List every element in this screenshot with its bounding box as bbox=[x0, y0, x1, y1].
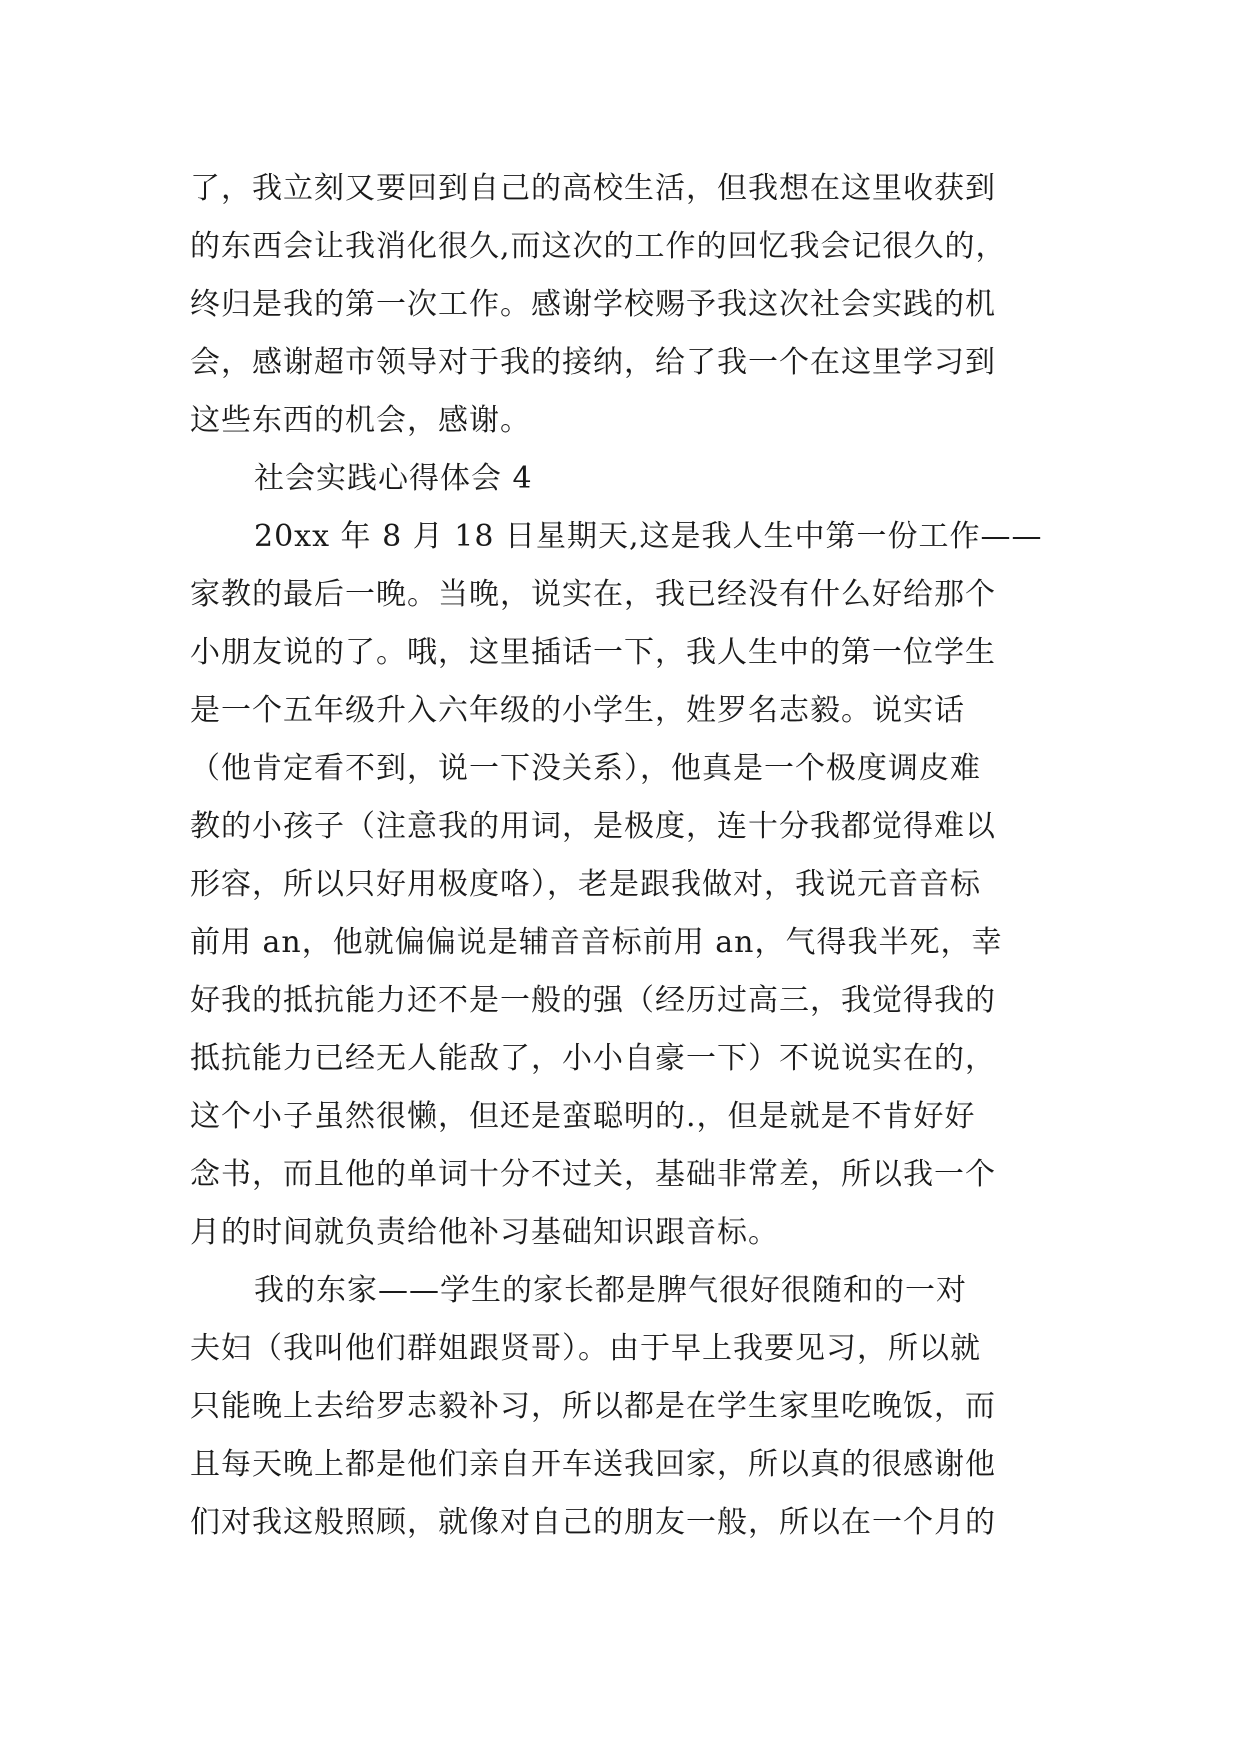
text-line: 这些东西的机会，感谢。 bbox=[190, 403, 531, 438]
text-line: 小朋友说的了。哦，这里插话一下，我人生中的第一位学生 bbox=[190, 635, 996, 670]
text-line: 夫妇（我叫他们群姐跟贤哥）。由于早上我要见习，所以就 bbox=[190, 1331, 981, 1366]
text-line: 是一个五年级升入六年级的小学生，姓罗名志毅。说实话 bbox=[190, 693, 965, 728]
text-line: 这个小子虽然很懒，但还是蛮聪明的.，但是就是不肯好好 bbox=[190, 1099, 976, 1134]
text-line: 且每天晚上都是他们亲自开车送我回家，所以真的很感谢他 bbox=[190, 1447, 996, 1482]
text-line: 会，感谢超市领导对于我的接纳，给了我一个在这里学习到 bbox=[190, 345, 996, 380]
text-line: 月的时间就负责给他补习基础知识跟音标。 bbox=[190, 1215, 779, 1250]
text-line: 前用 an，他就偏偏说是辅音音标前用 an，气得我半死，幸 bbox=[190, 925, 1003, 960]
text-line: 念书，而且他的单词十分不过关，基础非常差，所以我一个 bbox=[190, 1157, 996, 1192]
text-line: 我的东家——学生的家长都是脾气很好很随和的一对 bbox=[254, 1273, 967, 1308]
text-line: 好我的抵抗能力还不是一般的强（经历过高三，我觉得我的 bbox=[190, 983, 996, 1018]
text-line: （他肯定看不到，说一下没关系），他真是一个极度调皮难 bbox=[190, 751, 981, 786]
text-line: 的东西会让我消化很久,而这次的工作的回忆我会记很久的， bbox=[190, 229, 1007, 264]
text-line: 家教的最后一晚。当晚，说实在，我已经没有什么好给那个 bbox=[190, 577, 996, 612]
text-line: 形容，所以只好用极度咯），老是跟我做对，我说元音音标 bbox=[190, 867, 981, 902]
text-line: 终归是我的第一次工作。感谢学校赐予我这次社会实践的机 bbox=[190, 287, 996, 322]
text-line: 了，我立刻又要回到自己的高校生活，但我想在这里收获到 bbox=[190, 171, 996, 206]
text-line: 只能晚上去给罗志毅补习，所以都是在学生家里吃晚饭，而 bbox=[190, 1389, 996, 1424]
text-line: 教的小孩子（注意我的用词，是极度，连十分我都觉得难以 bbox=[190, 809, 996, 844]
text-line: 们对我这般照顾，就像对自己的朋友一般，所以在一个月的 bbox=[190, 1505, 996, 1540]
text-line: 抵抗能力已经无人能敌了，小小自豪一下）不说说实在的， bbox=[190, 1041, 996, 1076]
text-line: 20xx 年 8 月 18 日星期天,这是我人生中第一份工作—— bbox=[254, 519, 1043, 554]
section-heading: 社会实践心得体会 4 bbox=[254, 461, 533, 496]
body-text bbox=[190, 160, 1090, 1552]
